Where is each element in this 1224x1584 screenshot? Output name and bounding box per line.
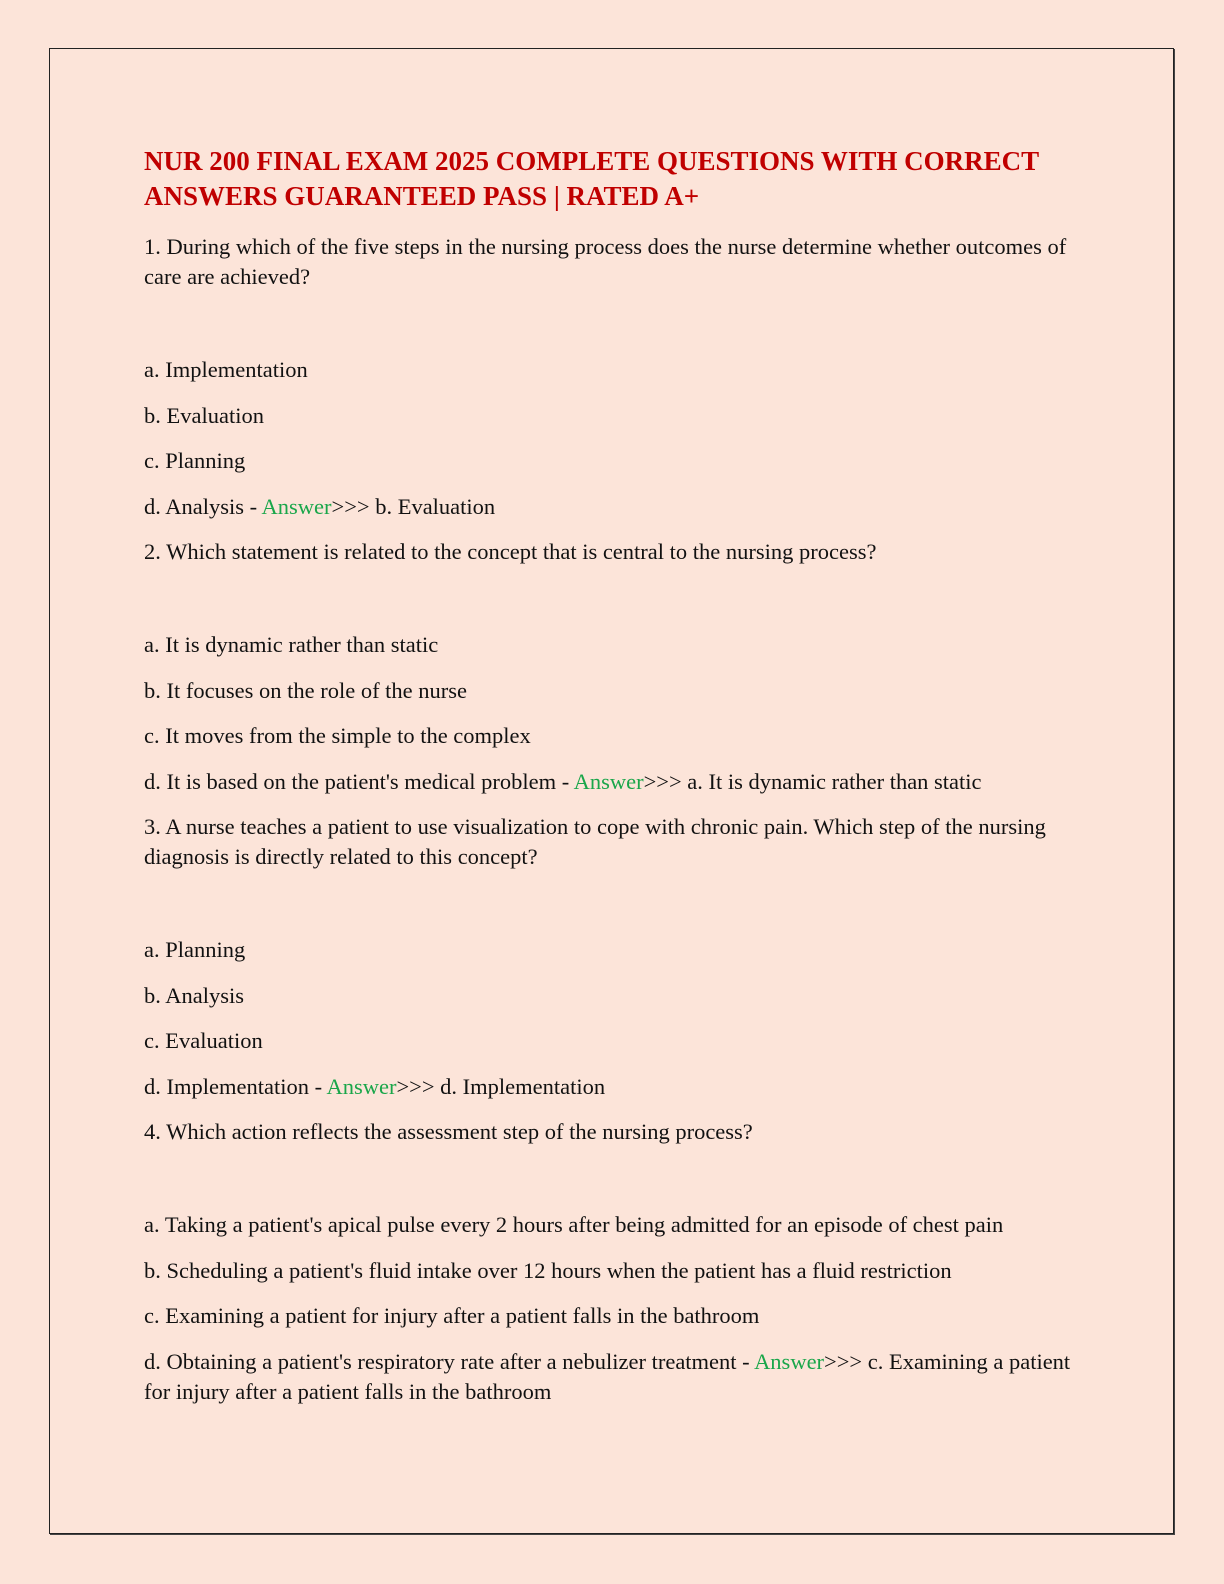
document-title: NUR 200 FINAL EXAM 2025 COMPLETE QUESTIONS WITH CORRECT ANSWERS GUARANTEED PASS | RATED A+ <box>144 146 1039 211</box>
question-block-1 <box>144 232 1084 522</box>
question-block-3 <box>144 812 1084 1102</box>
answer-label: Answer <box>326 1073 397 1099</box>
question-text: 2. Which statement is related to the concept that is central to the nursing process? <box>144 539 877 564</box>
option-c: c. Evaluation <box>144 1028 263 1053</box>
option-a: a. Taking a patient's apical pulse every 2 hours after being admitted for an episode of chest pain <box>144 1212 1004 1237</box>
question-block-2 <box>144 537 1084 797</box>
option-a: a. Planning <box>144 937 246 962</box>
answer-text: c. Examining a patient for injury after a patient falls in the bathroom <box>144 1348 1071 1404</box>
option-b: b. Scheduling a patient's fluid intake over 12 hours when the patient has a fluid restriction <box>144 1257 952 1283</box>
answer-arrow: >>> <box>824 1348 868 1374</box>
option-d: d. Analysis - <box>144 493 262 519</box>
question-text: 1. During which of the five steps in the nursing process does the nurse determine whether outcomes of care are achieved? <box>144 234 1067 289</box>
option-d-with-answer <box>144 492 1084 522</box>
answer-text: b. Evaluation <box>375 493 496 519</box>
option-d-with-answer <box>144 1072 1084 1102</box>
question-text: 4. Which action reflects the assessment step of the nursing process? <box>144 1119 753 1144</box>
answer-arrow: >>> <box>396 1073 441 1099</box>
answer-arrow: >>> <box>643 768 688 794</box>
option-b: b. Evaluation <box>144 402 264 428</box>
answer-label: Answer <box>754 1348 825 1374</box>
answer-label: Answer <box>573 768 644 794</box>
answer-text: a. It is dynamic rather than static <box>687 768 982 794</box>
option-a: a. It is dynamic rather than static <box>144 632 439 657</box>
option-b: b. It focuses on the role of the nurse <box>144 677 468 703</box>
option-c: c. Examining a patient for injury after a patient falls in the bathroom <box>144 1303 760 1328</box>
option-d-with-answer <box>144 767 1084 797</box>
answer-arrow: >>> <box>331 493 376 519</box>
option-a: a. Implementation <box>144 357 308 382</box>
question-block-4 <box>144 1117 1084 1407</box>
option-d: d. It is based on the patient's medical problem - <box>144 768 574 794</box>
option-b: b. Analysis <box>144 982 245 1008</box>
option-d: d. Obtaining a patient's respiratory rate after a nebulizer treatment - <box>144 1348 755 1374</box>
answer-label: Answer <box>261 493 332 519</box>
option-d: d. Implementation - <box>144 1073 327 1099</box>
option-c: c. Planning <box>144 448 246 473</box>
answer-text: d. Implementation <box>440 1073 606 1099</box>
option-d-with-answer <box>144 1347 1084 1407</box>
option-c: c. It moves from the simple to the complex <box>144 723 531 748</box>
document-body <box>144 144 1084 1422</box>
question-text: 3. A nurse teaches a patient to use visualization to cope with chronic pain. Which step of the nursing diagnosis is directly related to this concept? <box>144 814 1046 869</box>
